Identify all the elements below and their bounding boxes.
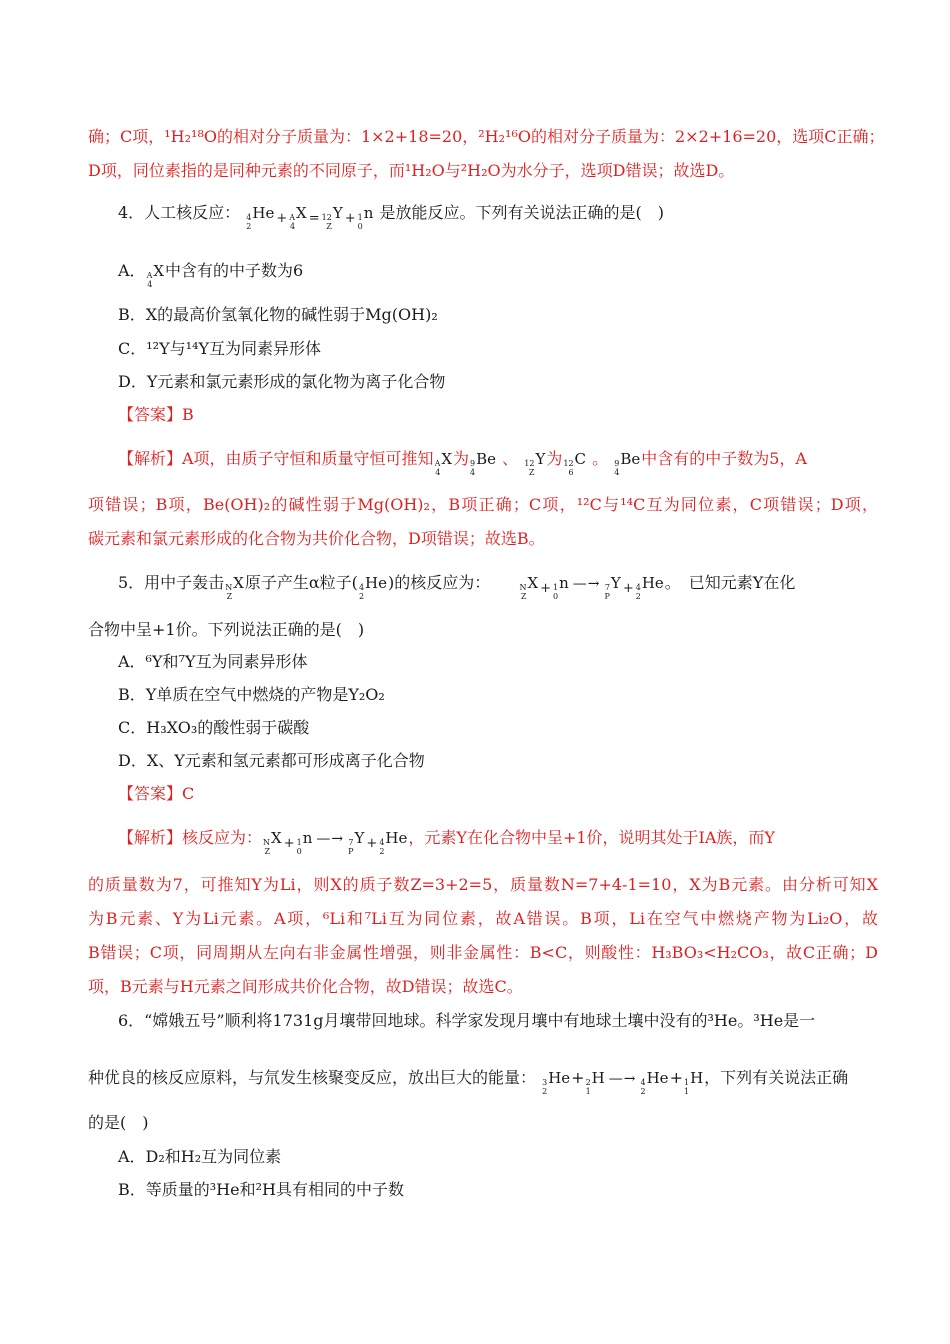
option-d: D．Y元素和氯元素形成的氯化物为离子化合物 [118,372,446,391]
explanation-line: 项错误；B项，Be(OH)₂的碱性弱于Mg(OH)₂，B项正确；C项，¹²C与¹⁴C互为同位素，C项错误；D项， [88,495,878,514]
question-6: 6．“嫦娥五号”顺利将1731g月壤带回地球。科学家发现月壤中有地球土壤中没有的³He。³He是一 [118,1011,816,1030]
reaction-arrow-icon: —→ [608,1071,637,1087]
nuclide-be9: 9 4 Be [470,450,497,477]
reaction-arrow-icon: —→ [572,576,601,592]
nuclide-x: A 4 X [146,262,165,289]
nuclide-neutron: 1 0 n [357,204,374,231]
explanation-line: 【解析】核反应为： N Z X $_+$ 1 0 n —→ 7 P Y $_+$ 4 2 He，元素Y在化合物中呈+1价，说明其处于IA族，而Y [118,828,775,856]
nuclide-he4: 4 2 He [246,204,275,231]
nuclide-x: N Z X [519,574,539,601]
nuclide-neutron: 1 0 n [296,829,313,856]
text: 、 [502,449,519,468]
nuclide-y7: 7 P Y [604,574,621,601]
explanation-line: 为B元素、Y为Li元素。A项，⁶Li和⁷Li互为同位素，故A错误。B项，Li在空气中燃烧产物为Li₂O，故 [88,909,878,928]
nuclide-neutron: 1 0 n [553,574,569,601]
question-text: 是放能反应。下列有关说法正确的是( ) [379,203,664,222]
text: 5．用中子轰击 [118,573,225,592]
explanation-line: 项，B元素与H元素之间形成共价化合物，故D错误；故选C。 [88,977,523,996]
text: 。 [592,449,609,468]
nuclide-x: A 4 X [289,204,307,231]
nuclide-x: N Z X [263,829,282,856]
nuclide-y12: 12 Z Y [524,450,546,477]
text: 。 已知元素Y在化 [664,573,796,592]
text: 为 [453,449,470,468]
nuclide-he3: 3 2 He [542,1069,571,1096]
explanation-line: D项，同位素指的是同种元素的不同原子，而¹H₂O与²H₂O为水分子，选项D错误；故选D。 [88,161,735,180]
answer: 【答案】B [118,405,194,424]
explanation-line: 的质量数为7，可推知Y为Li，则X的质子数Z=3+2=5，质量数N=7+4-1=10，X为B元素。由分析可知X [88,875,878,894]
text: ，下列有关说法正确 [704,1068,849,1087]
nuclide-h1: 1 1 H [683,1069,704,1096]
nuclide-y12: 12 Z Y [321,204,343,231]
question-text: 合物中呈+1价。下列说法正确的是( ) [88,620,365,639]
option-label: A． [118,261,146,280]
option-c: C．¹²Y与¹⁴Y互为同素异形体 [118,339,322,358]
text: 【解析】核反应为： [118,828,263,847]
option-b: B．等质量的³He和²H具有相同的中子数 [118,1180,404,1199]
option-text: 中含有的中子数为6 [165,261,304,280]
option-a [118,261,918,289]
option-b: B．X的最高价氢氧化物的碱性弱于Mg(OH)₂ [118,305,438,324]
nuclide-x: A 4 X [434,450,453,477]
explanation-line: 碳元素和氯元素形成的化合物为共价化合物，D项错误；故选B。 [88,529,545,548]
option-a: A．⁶Y和⁷Y互为同素异形体 [118,652,308,671]
question-number: 4．人工核反应： [118,203,241,222]
option-d: D．X、Y元素和氢元素都可形成离子化合物 [118,751,425,770]
answer: 【答案】C [118,784,195,803]
nuclide-c12: 12 6 C [563,450,587,477]
explanation-line: B错误；C项，同周期从左向右非金属性增强，则非金属性：B<C，则酸性：H₃BO₃<H₂CO₃，故C正确；D [88,943,878,962]
nuclide-y7: 7 P Y [348,829,365,856]
text: )的核反应为： [388,573,491,592]
reaction-arrow-icon: —→ [316,831,345,847]
nuclide-he4: 4 2 He [640,1069,669,1096]
text: 【解析】A项，由质子守恒和质量守恒可推知 [118,449,434,468]
explanation-line: 确；C项，¹H₂¹⁸O的相对分子质量为：1×2+18=20，²H₂¹⁶O的相对分子质量为：2×2+16=20，选项C正确； [88,127,885,146]
nuclide-he4: 4 2 He [358,574,387,601]
nuclide-he4: 4 2 He [635,574,664,601]
question-text: 种优良的核反应原料，与氘发生核聚变反应，放出巨大的能量： 3 2 He+ 2 1 H —→ 4 2 He+ 1 1 H，下列有关说法正确 [88,1068,849,1096]
explanation-line [118,449,918,477]
text: 中含有的中子数为5，A [641,449,807,468]
nuclide-h2: 2 1 H [585,1069,605,1096]
text: ，元素Y在化合物中呈+1价，说明其处于IA族，而Y [408,828,775,847]
question-5: 5．用中子轰击 N Z X原子产生α粒子( 4 2 He)的核反应为： N Z X $_+$ 1 0 n —→ 7 P Y $_+$ 4 2 He。 已知元素Y在化 [118,573,796,601]
nuclide-be9: 9 4 Be [614,450,641,477]
option-a: A．D₂和H₂互为同位素 [118,1147,282,1166]
text: 种优良的核反应原料，与氘发生核聚变反应，放出巨大的能量： [88,1068,537,1087]
question-text: 的是( ) [88,1113,149,1132]
option-b: B．Y单质在空气中燃烧的产物是Y₂O₂ [118,685,385,704]
nuclide-he4: 4 2 He [379,829,408,856]
question-4: 4．人工核反应： 4 2 He $_+$ A 4 X $_=$ 12 Z Y $_+$ 1 0 n 是放能反应。下列有关说法正确的是( ) [118,203,664,231]
text: 为 [546,449,563,468]
text: 原子产生α粒子( [244,573,358,592]
nuclide-x: N Z X [225,574,244,601]
option-c: C．H₃XO₃的酸性弱于碳酸 [118,718,310,737]
